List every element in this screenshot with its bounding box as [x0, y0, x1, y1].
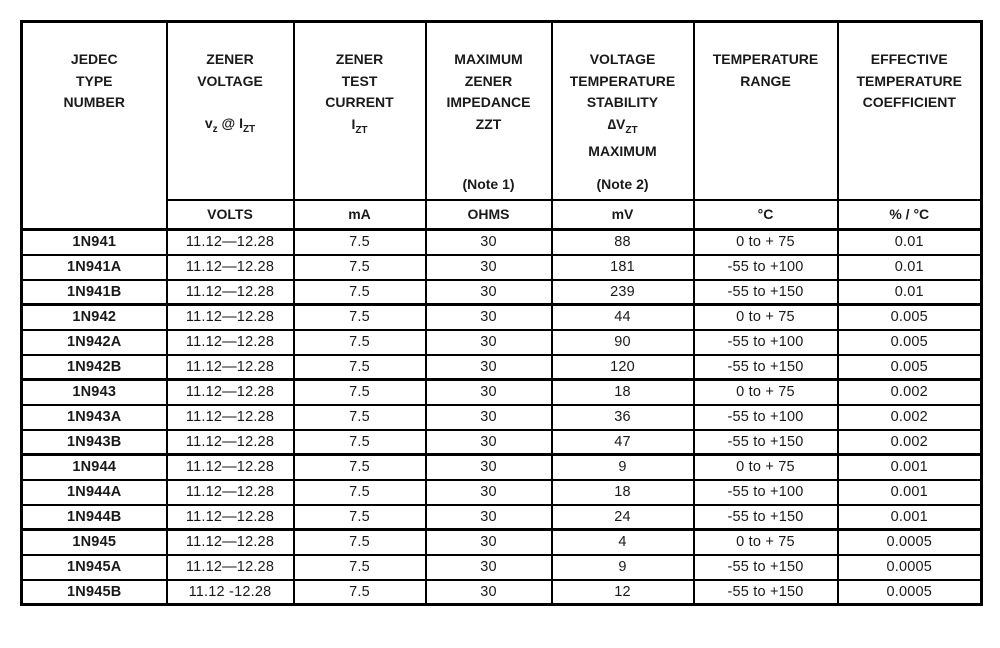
value-cell: 7.5	[294, 280, 426, 305]
value-cell: 11.12—12.28	[167, 305, 294, 330]
header-text-line: VOLTAGE	[197, 72, 263, 89]
unit-volts: VOLTS	[167, 200, 294, 230]
value-cell: 30	[426, 305, 552, 330]
header-text-line: ZENER	[206, 51, 254, 67]
value-cell: 0.001	[838, 505, 982, 530]
value-cell: 0.0005	[838, 530, 982, 555]
table-row	[22, 405, 982, 430]
header-text-line: ZENER	[335, 51, 384, 67]
value-cell: -55 to +150	[694, 505, 838, 530]
value-cell: 18	[552, 480, 694, 505]
col-header-zener-test-current	[294, 22, 426, 200]
value-cell: 7.5	[294, 355, 426, 380]
table-body	[22, 230, 982, 605]
value-cell: 0.005	[838, 305, 982, 330]
value-cell: 7.5	[294, 505, 426, 530]
table-row	[22, 530, 982, 555]
value-cell: 11.12—12.28	[167, 430, 294, 455]
value-cell: 90	[552, 330, 694, 355]
table-row	[22, 330, 982, 355]
value-cell: 44	[552, 305, 694, 330]
value-cell: 47	[552, 430, 694, 455]
value-cell: 30	[426, 255, 552, 280]
header-text-line: TYPE	[75, 72, 113, 89]
value-cell: 0 to + 75	[694, 305, 838, 330]
symbol-delta-vzt: $\Delta V_{ZT}$	[607, 115, 638, 136]
value-cell: 18	[552, 380, 694, 405]
value-cell: -55 to +150	[694, 580, 838, 605]
value-cell: 11.12 -12.28	[167, 580, 294, 605]
value-cell: 36	[552, 405, 694, 430]
value-cell: 11.12—12.28	[167, 230, 294, 255]
value-cell: 7.5	[294, 480, 426, 505]
value-cell: 30	[426, 455, 552, 480]
header-text-line: MAXIMUM	[454, 51, 523, 67]
type-number-cell: 1N944A	[22, 480, 167, 505]
value-cell: 88	[552, 230, 694, 255]
value-cell: 9	[552, 455, 694, 480]
value-cell: 0 to + 75	[694, 380, 838, 405]
value-cell: 7.5	[294, 530, 426, 555]
value-cell: 30	[426, 555, 552, 580]
header-text-line: COEFFICIENT	[862, 94, 956, 110]
value-cell: 9	[552, 555, 694, 580]
symbol-izt: $I_{ZT}$	[351, 115, 368, 136]
table-row	[22, 230, 982, 255]
value-cell: 24	[552, 505, 694, 530]
type-number-cell: 1N943	[22, 380, 167, 405]
value-cell: 7.5	[294, 405, 426, 430]
value-cell: 11.12—12.28	[167, 330, 294, 355]
value-cell: 0.002	[838, 405, 982, 430]
value-cell: 0 to + 75	[694, 455, 838, 480]
value-cell: -55 to +100	[694, 405, 838, 430]
value-cell: 0.001	[838, 455, 982, 480]
value-cell: -55 to +150	[694, 280, 838, 305]
type-number-cell: 1N944	[22, 455, 167, 480]
value-cell: 11.12—12.28	[167, 480, 294, 505]
type-number-cell: 1N945B	[22, 580, 167, 605]
value-cell: -55 to +100	[694, 480, 838, 505]
table-row	[22, 555, 982, 580]
value-cell: 0.01	[838, 255, 982, 280]
value-cell: 30	[426, 280, 552, 305]
value-cell: 7.5	[294, 555, 426, 580]
value-cell: 11.12—12.28	[167, 530, 294, 555]
header-text-line: JEDEC	[70, 51, 118, 67]
value-cell: 30	[426, 580, 552, 605]
col-header-jedec-type-number	[22, 22, 167, 230]
value-cell: 0 to + 75	[694, 230, 838, 255]
value-cell: -55 to +100	[694, 255, 838, 280]
table-row	[22, 355, 982, 380]
type-number-cell: 1N941B	[22, 280, 167, 305]
value-cell: 30	[426, 355, 552, 380]
value-cell: 0.002	[838, 430, 982, 455]
header-text-line: TEMPERATURE	[712, 51, 819, 67]
value-cell: -55 to +150	[694, 355, 838, 380]
header-text-line: ZENER	[464, 72, 513, 89]
value-cell: 11.12—12.28	[167, 555, 294, 580]
value-cell: 30	[426, 380, 552, 405]
zener-spec-table	[20, 20, 983, 606]
header-text-line: TEST	[341, 72, 378, 89]
value-cell: 0.005	[838, 355, 982, 380]
unit-percent-per-degree-c: % / °C	[838, 200, 982, 230]
table-row	[22, 380, 982, 405]
value-cell: 239	[552, 280, 694, 305]
value-cell: 0 to + 75	[694, 530, 838, 555]
value-cell: 7.5	[294, 230, 426, 255]
value-cell: 7.5	[294, 255, 426, 280]
type-number-cell: 1N941A	[22, 255, 167, 280]
value-cell: 11.12—12.28	[167, 355, 294, 380]
table-row	[22, 480, 982, 505]
value-cell: 4	[552, 530, 694, 555]
value-cell: -55 to +150	[694, 555, 838, 580]
value-cell: 30	[426, 505, 552, 530]
value-cell: 0.01	[838, 280, 982, 305]
value-cell: 0.002	[838, 380, 982, 405]
value-cell: 30	[426, 530, 552, 555]
value-cell: 30	[426, 430, 552, 455]
value-cell: 7.5	[294, 430, 426, 455]
value-cell: 7.5	[294, 330, 426, 355]
col-header-maximum-zener-impedance	[426, 22, 552, 200]
value-cell: 11.12—12.28	[167, 280, 294, 305]
type-number-cell: 1N942B	[22, 355, 167, 380]
value-cell: 0.005	[838, 330, 982, 355]
table-row	[22, 505, 982, 530]
header-text-line: TEMPERATURE	[569, 72, 676, 89]
value-cell: 30	[426, 230, 552, 255]
col-header-effective-temperature-coefficient	[838, 22, 982, 200]
value-cell: 30	[426, 480, 552, 505]
header-text-line: CURRENT	[325, 94, 394, 110]
header-text-line: IMPEDANCE	[446, 94, 531, 110]
value-cell: 11.12—12.28	[167, 255, 294, 280]
col-header-temperature-range	[694, 22, 838, 200]
table-row	[22, 280, 982, 305]
header-text-line: TEMPERATURE	[856, 72, 963, 89]
type-number-cell: 1N944B	[22, 505, 167, 530]
col-header-voltage-temperature-stability	[552, 22, 694, 200]
table-row	[22, 255, 982, 280]
unit-degrees-c: °C	[694, 200, 838, 230]
value-cell: 11.12—12.28	[167, 455, 294, 480]
value-cell: 11.12—12.28	[167, 505, 294, 530]
type-number-cell: 1N945	[22, 530, 167, 555]
unit-mv: mV	[552, 200, 694, 230]
type-number-cell: 1N945A	[22, 555, 167, 580]
value-cell: 0.0005	[838, 555, 982, 580]
value-cell: 0.01	[838, 230, 982, 255]
header-text-line: NUMBER	[63, 94, 125, 110]
value-cell: -55 to +150	[694, 430, 838, 455]
table-row	[22, 305, 982, 330]
value-cell: 0.001	[838, 480, 982, 505]
value-cell: -55 to +100	[694, 330, 838, 355]
unit-ohms: OHMS	[426, 200, 552, 230]
type-number-cell: 1N943B	[22, 430, 167, 455]
symbol-vz-at-izt: $v_z$ @ $I_{ZT}$	[204, 115, 256, 135]
header-text-line: VOLTAGE	[589, 51, 656, 67]
value-cell: 7.5	[294, 305, 426, 330]
header-title-row	[22, 22, 982, 200]
header-text-line: ZZT	[475, 115, 502, 132]
value-cell: 7.5	[294, 380, 426, 405]
table-row	[22, 455, 982, 480]
unit-ma: mA	[294, 200, 426, 230]
note-1-reference: (Note 1)	[462, 175, 515, 192]
value-cell: 11.12—12.28	[167, 380, 294, 405]
value-cell: 0.0005	[838, 580, 982, 605]
table-row	[22, 430, 982, 455]
table-row	[22, 580, 982, 605]
header-text-line: MAXIMUM	[588, 142, 657, 159]
value-cell: 120	[552, 355, 694, 380]
value-cell: 11.12—12.28	[167, 405, 294, 430]
col-header-zener-voltage	[167, 22, 294, 200]
value-cell: 30	[426, 405, 552, 430]
value-cell: 12	[552, 580, 694, 605]
type-number-cell: 1N943A	[22, 405, 167, 430]
value-cell: 7.5	[294, 455, 426, 480]
header-text-line: RANGE	[740, 72, 791, 89]
note-2-reference: (Note 2)	[596, 175, 649, 192]
header-text-line: EFFECTIVE	[870, 51, 948, 67]
value-cell: 30	[426, 330, 552, 355]
value-cell: 7.5	[294, 580, 426, 605]
header-text-line: STABILITY	[586, 94, 659, 110]
value-cell: 181	[552, 255, 694, 280]
type-number-cell: 1N942A	[22, 330, 167, 355]
type-number-cell: 1N941	[22, 230, 167, 255]
type-number-cell: 1N942	[22, 305, 167, 330]
